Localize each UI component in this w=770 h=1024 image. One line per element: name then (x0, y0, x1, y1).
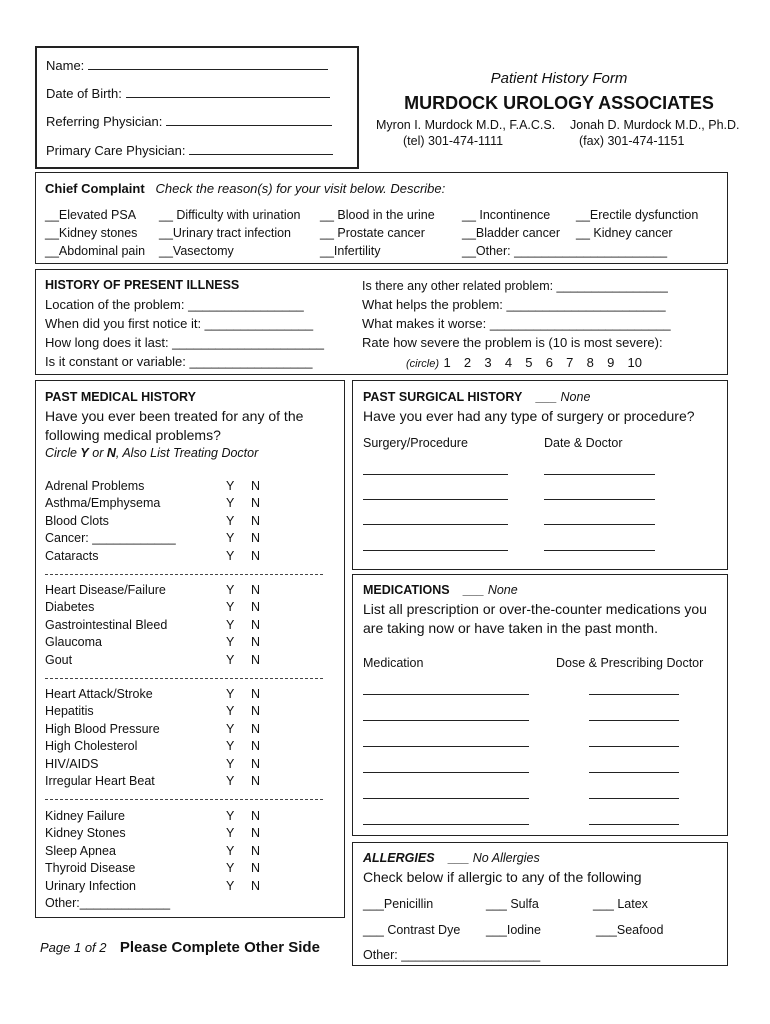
complete-other-side-note: Please Complete Other Side (119, 939, 320, 956)
chief-complaint-option[interactable]: __ Difficulty with urination (159, 208, 301, 222)
form-title: Patient History Form (490, 70, 628, 87)
chief-complaint-option[interactable]: __Abdominal pain (45, 244, 146, 258)
no-option[interactable]: N (251, 721, 261, 736)
no-option[interactable]: N (251, 496, 261, 511)
allergies-text: Check below if allergic to any of the following (363, 869, 642, 885)
psh-col-date-doctor: Date & Doctor (544, 436, 623, 450)
allergy-sulfa[interactable]: ___ Sulfa (486, 897, 539, 911)
hpi-what-worse[interactable]: What makes it worse: _________________________ (362, 316, 671, 331)
pmh-condition: Asthma/Emphysema (45, 496, 161, 511)
medications-box (352, 574, 728, 836)
pmh-condition: Kidney Failure (45, 809, 125, 823)
name-field[interactable] (46, 57, 328, 73)
surgery-date-doctor-line[interactable] (544, 499, 655, 500)
allergy-other[interactable]: Other: ____________________ (363, 948, 541, 962)
surgery-date-doctor-line[interactable] (544, 474, 655, 475)
chief-complaint-option[interactable]: __ Kidney cancer (576, 226, 673, 240)
allergy-seafood[interactable]: ___Seafood (596, 923, 664, 937)
allergy-latex[interactable]: ___ Latex (593, 897, 648, 911)
hpi-constant-variable[interactable]: Is it constant or variable: _________________ (45, 354, 313, 369)
pmh-condition: HIV/AIDS (45, 756, 99, 771)
yes-option[interactable]: Y (226, 809, 235, 823)
section-divider (45, 678, 323, 679)
past-surgical-history-box (352, 380, 728, 570)
hpi-what-helps[interactable]: What helps the problem: ______________________ (362, 297, 666, 312)
practice-name: MURDOCK UROLOGY ASSOCIATES (404, 93, 714, 113)
no-option[interactable]: N (251, 652, 261, 667)
chief-complaint-option[interactable]: __Vasectomy (159, 244, 234, 258)
yes-option[interactable]: Y (226, 617, 235, 632)
medication-line[interactable] (363, 772, 529, 773)
allergy-contrast-dye[interactable]: ___ Contrast Dye (363, 923, 461, 937)
medication-line[interactable] (363, 824, 529, 825)
pmh-title: PAST MEDICAL HISTORY (45, 390, 196, 404)
pmh-condition: Heart Disease/Failure (45, 583, 166, 597)
pmh-condition: High Cholesterol (45, 739, 138, 754)
no-option[interactable]: N (251, 479, 261, 493)
patient-info-box (35, 46, 359, 169)
yes-option[interactable]: Y (226, 878, 235, 893)
no-option[interactable]: N (251, 739, 261, 754)
pmh-condition: Cancer: ____________ (45, 531, 176, 546)
yes-option[interactable]: Y (226, 704, 235, 719)
tel: (tel) 301-474-1111 (403, 134, 504, 148)
pmh-condition: Sleep Apnea (45, 843, 116, 858)
meds-text-2: are taking now or have taken in the past month. (363, 620, 658, 636)
doctor-1: Myron I. Murdock M.D., F.A.C.S. (376, 118, 556, 132)
page-number: Page 1 of 2 (40, 940, 107, 955)
chief-complaint-box (35, 172, 728, 264)
psh-none-option[interactable]: ___ None (536, 390, 591, 404)
yes-option[interactable]: Y (226, 826, 235, 841)
pmh-condition: High Blood Pressure (45, 721, 160, 736)
pmh-condition: Other:_____________ (45, 896, 171, 910)
surgery-procedure-line[interactable] (363, 524, 508, 525)
no-option[interactable]: N (251, 861, 261, 876)
chief-complaint-title: Chief Complaint (45, 181, 145, 196)
no-option[interactable]: N (251, 704, 261, 719)
no-option[interactable]: N (251, 513, 261, 528)
dose-doctor-line[interactable] (589, 720, 679, 721)
chief-complaint-instruction: Check the reason(s) for your visit below. Describe: (155, 181, 446, 196)
yes-option[interactable]: Y (226, 479, 235, 493)
surgery-date-doctor-line[interactable] (544, 550, 655, 551)
pmh-condition: Thyroid Disease (45, 861, 136, 876)
meds-text-1: List all prescription or over-the-counter medications you (363, 601, 707, 617)
yes-option[interactable]: Y (226, 548, 235, 563)
no-option[interactable]: N (251, 843, 261, 858)
surgery-procedure-line[interactable] (363, 474, 508, 475)
hpi-box (35, 269, 728, 375)
fax: (fax) 301-474-1151 (579, 134, 685, 148)
chief-complaint-option[interactable]: __Erectile dysfunction (576, 208, 699, 222)
yes-option[interactable]: Y (226, 861, 235, 876)
yes-option[interactable]: Y (226, 496, 235, 511)
pcp-field[interactable] (46, 142, 333, 158)
hpi-related-problem[interactable]: Is there any other related problem: ________________ (362, 279, 668, 293)
referring-label: Referring Physician: (46, 114, 163, 129)
chief-complaint-option[interactable]: __ Incontinence (462, 208, 551, 222)
yes-option[interactable]: Y (226, 652, 235, 667)
yes-option[interactable]: Y (226, 583, 235, 597)
pmh-condition: Glaucoma (45, 635, 102, 650)
severity-scale[interactable] (406, 354, 642, 372)
section-divider (45, 574, 323, 575)
section-divider (45, 799, 323, 800)
yes-option[interactable]: Y (226, 843, 235, 858)
chief-complaint-option[interactable]: __Kidney stones (45, 226, 138, 240)
chief-complaint-option[interactable]: __Other: ______________________ (462, 244, 668, 258)
dose-doctor-line[interactable] (589, 824, 679, 825)
chief-complaint-option[interactable]: __Urinary tract infection (159, 226, 292, 240)
allergy-iodine[interactable]: ___Iodine (486, 923, 541, 937)
medication-line[interactable] (363, 746, 529, 747)
no-option[interactable]: N (251, 809, 261, 823)
chief-complaint-option[interactable]: __Bladder cancer (462, 226, 560, 240)
dose-doctor-line[interactable] (589, 694, 679, 695)
doctor-2: Jonah D. Murdock M.D., Ph.D. (570, 118, 740, 132)
surgery-procedure-line[interactable] (363, 499, 508, 500)
medication-line[interactable] (363, 720, 529, 721)
referring-physician-field[interactable] (46, 113, 332, 129)
no-option[interactable]: N (251, 583, 261, 597)
no-allergies-option[interactable]: ___ No Allergies (448, 851, 540, 865)
allergies-title: ALLERGIES (363, 851, 435, 865)
hpi-location[interactable]: Location of the problem: ________________ (45, 297, 304, 312)
pmh-condition: Diabetes (45, 600, 95, 615)
yes-option[interactable]: Y (226, 739, 235, 754)
pmh-condition: Cataracts (45, 548, 99, 563)
surgery-procedure-line[interactable] (363, 550, 508, 551)
meds-col-medication: Medication (363, 656, 424, 670)
allergy-penicillin[interactable]: ___Penicillin (363, 897, 434, 911)
psh-title: PAST SURGICAL HISTORY (363, 390, 523, 404)
psh-question: Have you ever had any type of surgery or procedure? (363, 408, 695, 424)
no-option[interactable]: N (251, 826, 261, 841)
no-option[interactable]: N (251, 617, 261, 632)
chief-complaint-option[interactable]: __Elevated PSA (45, 208, 137, 222)
pmh-condition: Heart Attack/Stroke (45, 687, 153, 701)
no-option[interactable]: N (251, 600, 261, 615)
dob-field[interactable] (46, 85, 330, 101)
chief-complaint-option[interactable]: __Infertility (320, 244, 381, 258)
chief-complaint-option[interactable]: __ Prostate cancer (320, 226, 425, 240)
hpi-title: HISTORY OF PRESENT ILLNESS (45, 278, 240, 292)
yes-option[interactable]: Y (226, 721, 235, 736)
no-option[interactable]: N (251, 687, 261, 701)
pmh-question-2: following medical problems? (45, 427, 221, 443)
no-option[interactable]: N (251, 878, 261, 893)
hpi-first-notice[interactable]: When did you first notice it: _______________ (45, 316, 314, 331)
dob-label: Date of Birth: (46, 86, 122, 101)
pmh-condition: Gout (45, 652, 73, 667)
no-option[interactable]: N (251, 756, 261, 771)
yes-option[interactable]: Y (226, 513, 235, 528)
dose-doctor-line[interactable] (589, 746, 679, 747)
dose-doctor-line[interactable] (589, 798, 679, 799)
pmh-condition: Blood Clots (45, 513, 109, 528)
medication-line[interactable] (363, 798, 529, 799)
dose-doctor-line[interactable] (589, 772, 679, 773)
no-option[interactable]: N (251, 774, 261, 788)
pmh-circle-note: Circle Y or N, Also List Treating Doctor (45, 446, 259, 460)
meds-title: MEDICATIONS (363, 583, 450, 597)
pcp-label: Primary Care Physician: (46, 143, 186, 158)
no-option[interactable]: N (251, 531, 261, 546)
yes-option[interactable]: Y (226, 531, 235, 546)
psh-col-surgery: Surgery/Procedure (363, 436, 468, 450)
allergies-box (352, 842, 728, 966)
meds-none-option[interactable]: ___ None (463, 583, 518, 597)
surgery-date-doctor-line[interactable] (544, 524, 655, 525)
yes-option[interactable]: Y (226, 635, 235, 650)
yes-option[interactable]: Y (226, 600, 235, 615)
pmh-condition: Adrenal Problems (45, 479, 145, 493)
medication-line[interactable] (363, 694, 529, 695)
hpi-duration[interactable]: How long does it last: _____________________ (45, 335, 325, 350)
pmh-condition: Hepatitis (45, 704, 94, 719)
meds-col-dose: Dose & Prescribing Doctor (556, 656, 704, 670)
no-option[interactable]: N (251, 548, 261, 563)
yes-option[interactable]: Y (226, 687, 235, 701)
no-option[interactable]: N (251, 635, 261, 650)
pmh-condition: Irregular Heart Beat (45, 774, 155, 788)
circle-label: (circle) (406, 358, 439, 370)
name-label: Name: (46, 58, 85, 73)
yes-option[interactable]: Y (226, 774, 235, 788)
chief-complaint-option[interactable]: __ Blood in the urine (320, 208, 435, 222)
pmh-condition: Kidney Stones (45, 826, 126, 841)
pmh-condition: Gastrointestinal Bleed (45, 617, 168, 632)
pmh-condition: Urinary Infection (45, 878, 137, 893)
hpi-severity-question: Rate how severe the problem is (10 is most severe): (362, 335, 663, 350)
yes-option[interactable]: Y (226, 756, 235, 771)
pmh-question-1: Have you ever been treated for any of the (45, 408, 304, 424)
severity-numbers[interactable]: 1 2 3 4 5 6 7 8 9 10 (443, 355, 642, 370)
